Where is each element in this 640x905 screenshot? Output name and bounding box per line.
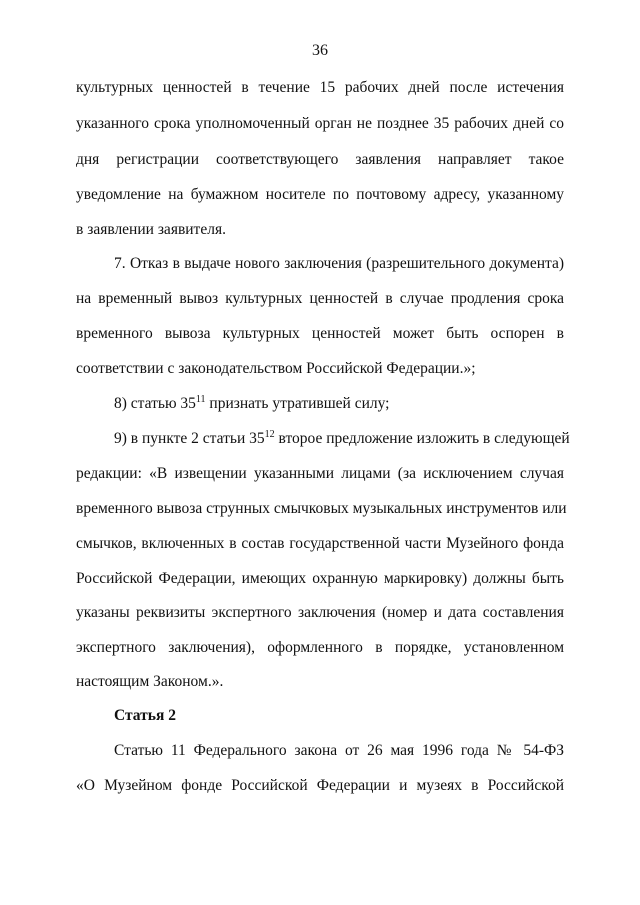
- text-line: [114, 394, 564, 414]
- text-line: «О Музейном фонде Российской Федерации и музеях в Российской: [76, 777, 564, 794]
- text-line: экспертного заключения), оформленного в порядке, установленном: [76, 639, 564, 656]
- text-line: на временный вывоз культурных ценностей в случае продления срока: [76, 290, 564, 307]
- page-number: 36: [312, 42, 328, 59]
- text-line: временного вывоза культурных ценностей может быть оспорен в: [76, 325, 564, 342]
- text-line: 7. Отказ в выдаче нового заключения (разрешительного документа): [114, 255, 564, 272]
- text-line: культурных ценностей в течение 15 рабочих дней после истечения: [76, 79, 564, 96]
- text-line: соответствии с законодательством Российской Федерации.»;: [76, 360, 476, 377]
- superscript: 11: [195, 394, 206, 405]
- text-line: дня регистрации соответствующего заявления направляет такое: [76, 151, 564, 168]
- text-fragment: 8) статью 35: [114, 395, 196, 412]
- text-line: смычков, включенных в состав государственной части Музейного фонда: [76, 535, 564, 552]
- text-fragment: второе предложение изложить в следующей: [274, 430, 570, 447]
- text-line: Российской Федерации, имеющих охранную маркировку) должны быть: [76, 570, 564, 587]
- text-line: настоящим Законом.».: [76, 673, 224, 690]
- text-line: указанного срока уполномоченный орган не позднее 35 рабочих дней со: [76, 115, 564, 132]
- text-line: уведомление на бумажном носителе по почтовому адресу, указанному: [76, 186, 564, 203]
- article-heading: Статья 2: [114, 707, 176, 724]
- text-line: указаны реквизиты экспертного заключения (номер и дата составления: [76, 604, 564, 621]
- text-line: редакции: «В извещении указанными лицами (за исключением случая: [76, 465, 564, 482]
- text-line: в заявлении заявителя.: [76, 221, 226, 238]
- text-line: временного вывоза струнных смычковых музыкальных инструментов или: [76, 500, 567, 517]
- text-line: Статью 11 Федерального закона от 26 мая 1996 года № 54-ФЗ: [114, 742, 564, 759]
- superscript: 12: [264, 429, 275, 440]
- text-line: [114, 429, 570, 449]
- text-fragment: признать утратившей силу;: [205, 395, 390, 412]
- text-fragment: 9) в пункте 2 статьи 35: [114, 430, 265, 447]
